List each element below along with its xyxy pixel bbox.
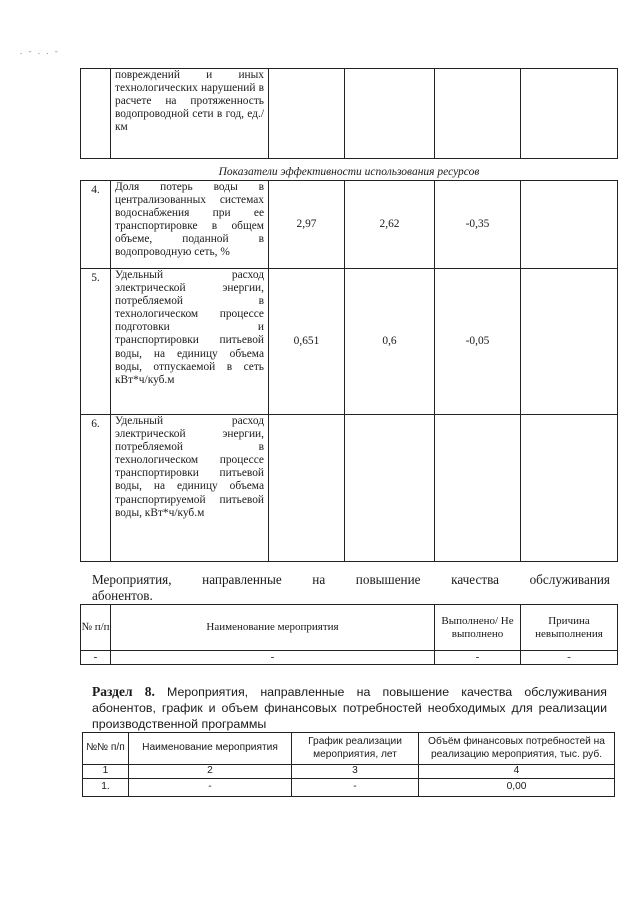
table-row — [81, 181, 618, 269]
value-cell — [521, 269, 618, 415]
value-cell: 0,651 — [269, 269, 345, 415]
resource-section-title: Показатели эффективности использования ресурсов — [218, 165, 480, 178]
value-cell: -0,35 — [435, 181, 521, 269]
header-name: Наименование мероприятия — [111, 605, 435, 651]
value-cell — [521, 181, 618, 269]
indicator-name: Удельный расход электрической энергии, потребляемой в технологическом процессе транспортировки питьевой воды, на единицу объема транспортируемой питьевой воды, кВт*ч/куб.м — [111, 415, 269, 562]
table-row — [83, 779, 615, 797]
index-cell: 2 — [129, 765, 292, 779]
value-cell: -0,05 — [435, 269, 521, 415]
corner-mark: . - . . - — [20, 46, 60, 56]
value-cell: 2,97 — [269, 181, 345, 269]
indicator-name: Удельный расход электрической энергии, потребляемой в технологическом процессе подготовки и транспортировки питьевой воды, на единицу объема воды, отпускаемой в сеть кВт*ч/куб.м — [111, 269, 269, 415]
cell-num: 1. — [83, 779, 129, 797]
table-header-row — [81, 605, 618, 651]
header-done: Выполнено/ Не выполнено — [435, 605, 521, 651]
table-row — [81, 69, 618, 159]
section8-label: Раздел 8. — [92, 684, 155, 699]
measures-table — [80, 604, 618, 665]
section8-heading — [92, 684, 607, 732]
index-cell: 4 — [419, 765, 615, 779]
value-cell: 0,6 — [345, 269, 435, 415]
section-caption-row — [81, 159, 618, 181]
value-cell — [521, 415, 618, 562]
measures-heading-line2: абонентов. — [92, 588, 153, 603]
cell-done: - — [435, 651, 521, 665]
index-cell: 1 — [83, 765, 129, 779]
value-cell — [345, 69, 435, 159]
value-cell: 2,62 — [345, 181, 435, 269]
value-cell — [435, 415, 521, 562]
cell-reason: - — [521, 651, 618, 665]
value-cell — [345, 415, 435, 562]
row-number: 4. — [81, 181, 111, 269]
value-cell — [435, 69, 521, 159]
value-cell — [269, 69, 345, 159]
header-num: №№ п/п — [83, 733, 129, 765]
header-volume: Объём финансовых потребностей на реализацию мероприятия, тыс. руб. — [419, 733, 615, 765]
header-schedule: График реализации мероприятия, лет — [292, 733, 419, 765]
table-row — [81, 269, 618, 415]
indicator-name: повреждений и иных технологических нарушений в расчете на протяженность водопроводной сети в год, ед./км — [111, 69, 269, 159]
index-cell: 3 — [292, 765, 419, 779]
table-row — [81, 415, 618, 562]
measures-heading-line1: Мероприятия, направленные на повышение качества обслуживания — [92, 572, 610, 587]
row-number: 5. — [81, 269, 111, 415]
indicator-name: Доля потерь воды в централизованных системах водоснабжения при ее транспортировке в общем объеме, поданной в водопроводную сеть, % — [111, 181, 269, 269]
table-header-row — [83, 733, 615, 765]
value-cell — [269, 415, 345, 562]
cell-name: - — [129, 779, 292, 797]
section8-table — [82, 732, 615, 797]
cell-name: - — [111, 651, 435, 665]
row-number — [81, 69, 111, 159]
table-row — [81, 651, 618, 665]
indicators-table — [80, 68, 618, 562]
header-reason: Причина невыполнения — [521, 605, 618, 651]
header-num: № п/п — [81, 605, 111, 651]
value-cell — [521, 69, 618, 159]
cell-volume: 0,00 — [419, 779, 615, 797]
table-index-row — [83, 765, 615, 779]
section8-text: Мероприятия, направленные на повышение качества обслуживания абонентов, график и объем финансовых потребностей необходимых для реализации производственной программы — [92, 685, 607, 731]
row-number: 6. — [81, 415, 111, 562]
cell-num: - — [81, 651, 111, 665]
header-name: Наименование мероприятия — [129, 733, 292, 765]
cell-schedule: - — [292, 779, 419, 797]
